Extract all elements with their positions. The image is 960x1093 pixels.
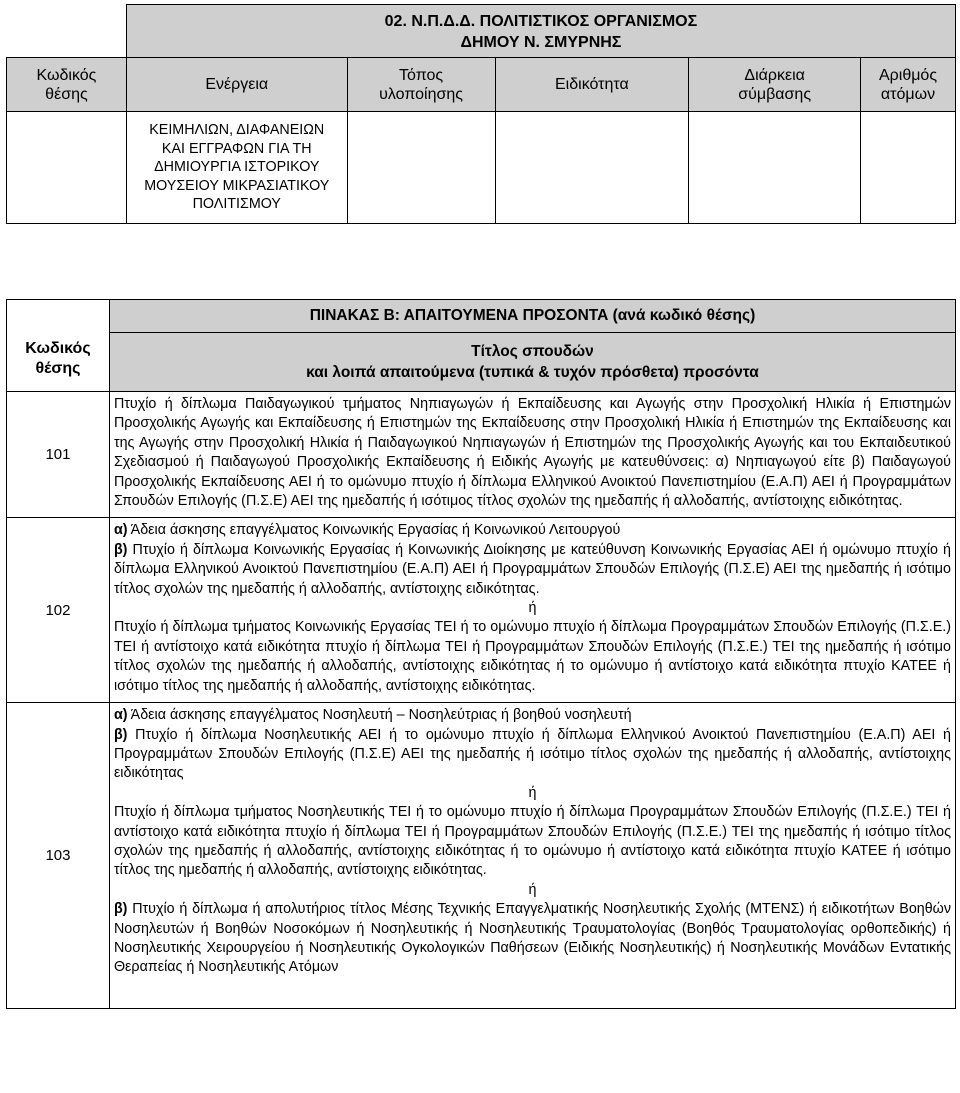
cell-duration — [689, 112, 861, 224]
row-code: 101 — [7, 392, 110, 518]
table-row — [7, 392, 956, 518]
row-qualifications: α) Άδεια άσκησης επαγγέλματος Νοσηλευτή – Νοσηλεύτριας ή βοηθού νοσηλευτή β) Πτυχίο ή δίπλωμα Νοσηλευτικής ΑΕΙ ή το ομώνυμο πτυχίο ή δίπλωμα Ελληνικού Ανοικτού Πανεπιστημίου (Ε.Α.Π) ΑΕΙ ή Προγραμμάτων Σπουδών Επιλογής (Π.Σ.Ε) ΑΕΙ της ημεδαπής ή ισότιμο τίτλος σχολών της ημεδαπής ή αλλοδαπής, αντίστοιχης ειδικότητας ή Πτυχίο ή δίπλωμα τμήματος Νοσηλευτικής ΤΕΙ ή το ομώνυμο πτυχίο ή δίπλωμα Προγραμμάτων Σπουδών Επιλογής (Π.Σ.Ε.) ΤΕΙ ή αντίστοιχο κατά ειδικότητα πτυχίο ή δίπλωμα ΤΕΙ ή Προγραμμάτων Σπουδών Επιλογής (Π.Σ.Ε.) ΤΕΙ της ημεδαπής ή ισότιμο τίτλος σχολών της ημεδαπής ή αλλοδαπής, αντίστοιχης ειδικότητας ή το ομώνυμο ή αντίστοιχο κατά ειδικότητα πτυχίο ΚΑΤΕΕ ή ισότιμο τίτλος της ημεδαπής ή αλλοδαπής, αντίστοιχης ειδικότητας. ή β) Πτυχίο ή δίπλωμα ή απολυτήριος τίτλος Μέσης Τεχνικής Επαγγελματικής Νοσηλευτικής Σχολής (ΜΤΕΝΣ) ή ειδικοτήτων Βοηθών Νοσηλευτών ή Βοηθών Νοσοκόμων ή Νοσηλευτικής ή Νοσηλευτικής Τραυματολογίας (Βοηθός Τραυματολογίας ορθοπεδικής) ή Νοσηλευτικής Χειρουργείου ή Νοσηλευτικής Ογκολογικών Παθήσεων (Ειδικής Νοσηλευτικής) ή Νοσηλευτικής Μονάδων Εντατικής Θεραπείας ή Νοσηλευτικής Ατόμων — [109, 703, 955, 1009]
cell-count — [861, 112, 956, 224]
cell-code — [7, 112, 127, 224]
header-count: Αριθμός ατόμων — [861, 58, 956, 112]
cell-place — [347, 112, 495, 224]
header-place: Τόπος υλοποίησης — [347, 58, 495, 112]
cell-specialty — [495, 112, 689, 224]
header-specialty: Ειδικότητα — [495, 58, 689, 112]
qualifications-table — [6, 299, 956, 1009]
table-row — [7, 703, 956, 1009]
table-row — [7, 518, 956, 703]
header-code: Κωδικός θέσης — [7, 58, 127, 112]
row-qualifications: α) Άδεια άσκησης επαγγέλματος Κοινωνικής Εργασίας ή Κοινωνικού Λειτουργού β) Πτυχίο ή δίπλωμα Κοινωνικής Εργασίας ή Κοινωνικής Διοίκησης με κατεύθυνση Κοινωνικής Εργασίας ΑΕΙ ή ομώνυμο πτυχίο ή δίπλωμα Ελληνικού Ανοικτού Πανεπιστημίου (Ε.Α.Π) ΑΕΙ ή Προγραμμάτων Σπουδών Επιλογής (Π.Σ.Ε) ΑΕΙ της ημεδαπής ή ισότιμο τίτλος σχολών της ημεδαπής ή αλλοδαπής, αντίστοιχης ειδικότητας. ή Πτυχίο ή δίπλωμα τμήματος Κοινωνικής Εργασίας ΤΕΙ ή το ομώνυμο πτυχίο ή δίπλωμα Προγραμμάτων Σπουδών Επιλογής (Π.Σ.Ε.) ΤΕΙ ή αντίστοιχο κατά ειδικότητα πτυχίο ή δίπλωμα ΤΕΙ ή Προγραμμάτων Σπουδών Επιλογής (Π.Σ.Ε.) ΤΕΙ της ημεδαπής ή ισότιμο τίτλος σχολών της ημεδαπής ή αλλοδαπής, αντίστοιχης ειδικότητας ή το ομώνυμο ή αντίστοιχο κατά ειδικότητα πτυχίο ΚΑΤΕΕ ή ισότιμο τίτλος της ημεδαπής ή αλλοδαπής, αντίστοιχης ειδικότητας. — [109, 518, 955, 703]
row-code: 102 — [7, 518, 110, 703]
positions-table — [6, 4, 956, 224]
organization-title: 02. Ν.Π.Δ.Δ. ΠΟΛΙΤΙΣΤΙΚΟΣ ΟΡΓΑΝΙΣΜΟΣ ΔΗΜΟΥ Ν. ΣΜΥΡΝΗΣ — [126, 5, 955, 58]
table-a-blank — [7, 5, 127, 58]
table-b-title: ΠΙΝΑΚΑΣ Β: ΑΠΑΙΤΟΥΜΕΝΑ ΠΡΟΣΟΝΤΑ (ανά κωδικό θέσης) — [109, 300, 955, 333]
cell-action: ΚΕΙΜΗΛΙΩΝ, ΔΙΑΦΑΝΕΙΩΝ ΚΑΙ ΕΓΓΡΑΦΩΝ ΓΙΑ ΤΗ ΔΗΜΙΟΥΡΓΙΑ ΙΣΤΟΡΙΚΟΥ ΜΟΥΣΕΙΟΥ ΜΙΚΡΑΣΙΑΤΙΚΟΥ ΠΟΛΙΤΙΣΜΟΥ — [126, 112, 347, 224]
header-action: Ενέργεια — [126, 58, 347, 112]
row-qualifications: Πτυχίο ή δίπλωμα Παιδαγωγικού τμήματος Νηπιαγωγών ή Εκπαίδευσης και Αγωγής στην Προσχολική Ηλικία ή Επιστημών Προσχολικής Αγωγής και Εκπαίδευσης ή Επιστημών της Εκπαίδευσης στην Προσχολική Ηλικία ή Επιστημών της Εκπαίδευσης και της Αγωγής στην Προσχολική Ηλικία ή Παιδαγωγικού Νηπιαγωγών ή Επιστημών της Προσχολικής Αγωγής και του Εκπαιδευτικού Σχεδιασμού ή Παιδαγωγού Προσχολικής Εκπαίδευσης ή Ειδικής Αγωγής με κατευθύνσεις: α) Νηπιαγωγού είτε β) Παιδαγωγού Προσχολικής Εκπαίδευσης ΑΕΙ ή το ομώνυμο πτυχίο ή δίπλωμα Ελληνικού Ανοικτού Πανεπιστημίου (Ε.Α.Π) ΑΕΙ ή Προγραμμάτων Σπουδών Επιλογής (Π.Σ.Ε) ΑΕΙ της ημεδαπής ή ισότιμος τίτλος σχολών της ημεδαπής ή αλλοδαπής, αντίστοιχης ειδικότητας. — [109, 392, 955, 518]
header-duration: Διάρκεια σύμβασης — [689, 58, 861, 112]
row-code: 103 — [7, 703, 110, 1009]
header-code-b: Κωδικός θέσης — [7, 300, 110, 392]
table-b-subtitle: Τίτλος σπουδών και λοιπά απαιτούμενα (τυπικά & τυχόν πρόσθετα) προσόντα — [109, 333, 955, 392]
